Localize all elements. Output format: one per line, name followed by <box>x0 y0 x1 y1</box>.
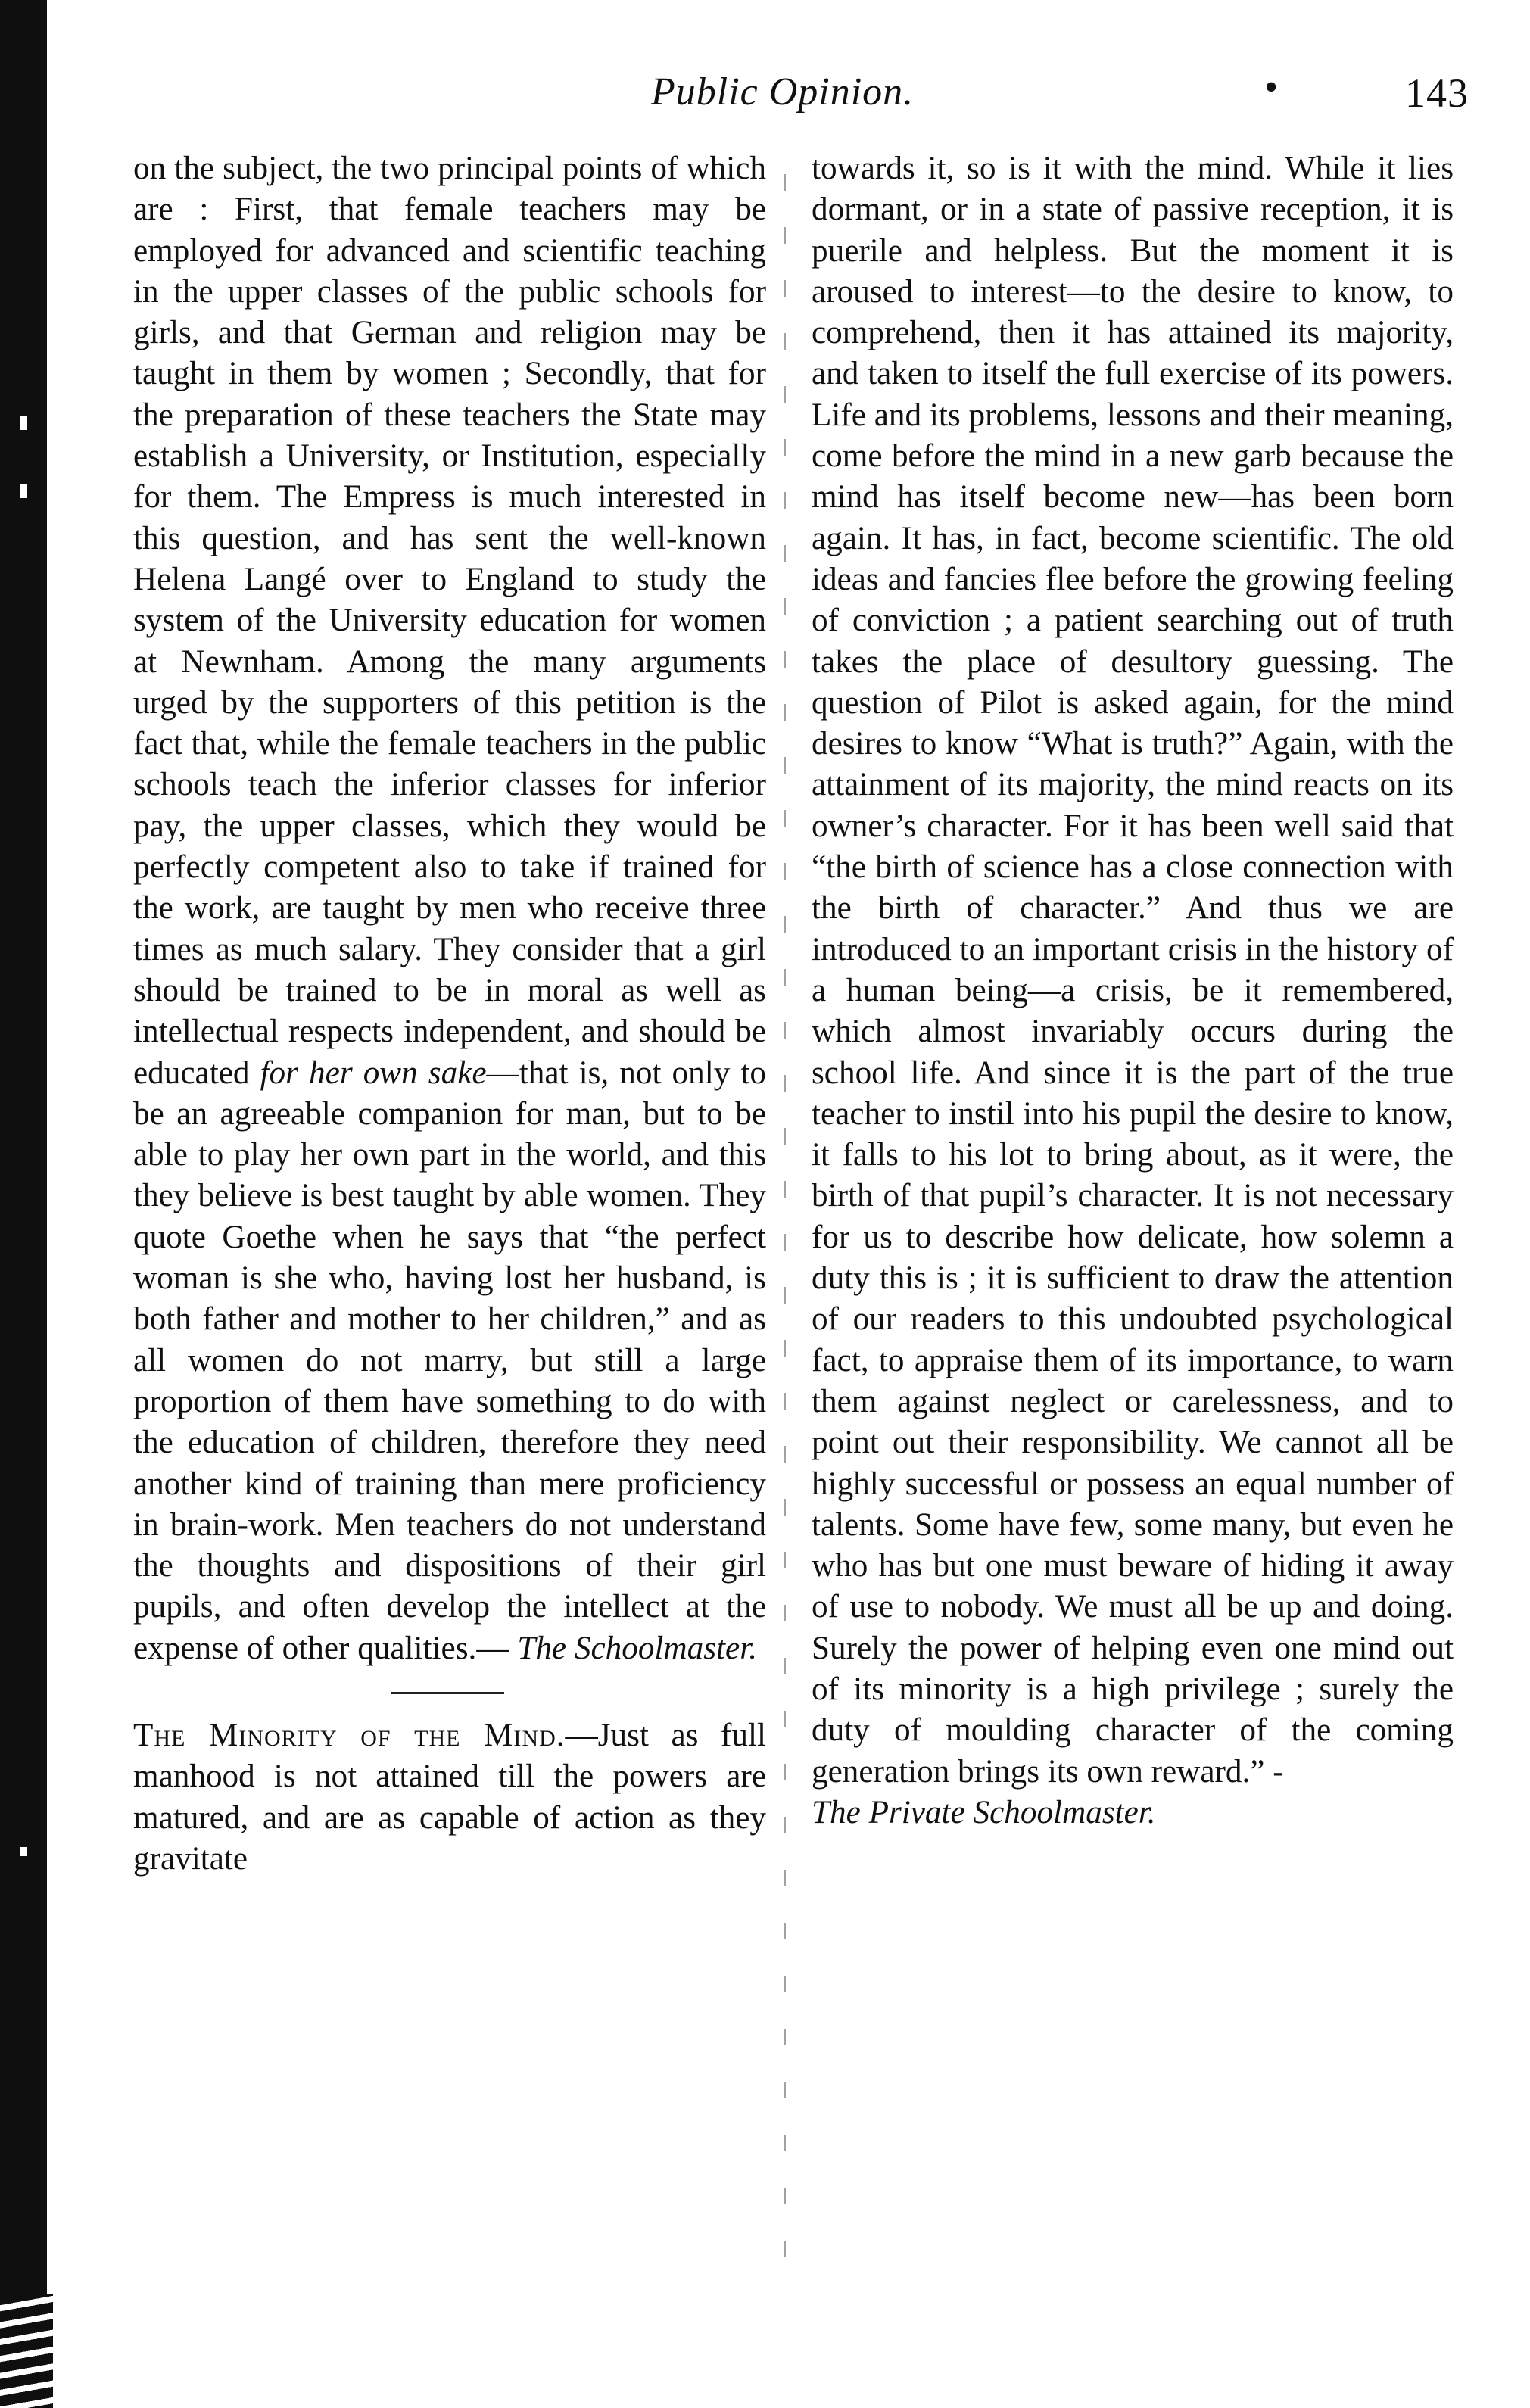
article-emphasis: for her own sake <box>260 1054 487 1091</box>
article-schoolmaster <box>133 148 766 1669</box>
article-source: The Schoolmaster. <box>517 1630 758 1666</box>
article-text: —Just as full manhood is not attained till the powers are matured, and are as capable of action as they gravitate <box>133 1717 767 1877</box>
article-text-continued: —that is, not only to be an agreeable companion for man, but to be able to play her own part in the world, and this they believe is best taught by able women. They quote Goethe when he says that “the perfect woman is she who, having lost her husband, is both father and mother to her children,” and as all women do not marry, but still a large proportion of them have something to do with the education of children, therefore they need another kind of training than mere proficiency in brain-work. Men teachers do not understand the thoughts and dispositions of their girl pupils, and often develop the intellect at the expense of other qualities.— <box>133 1054 767 1666</box>
article-text: on the subject, the two principal points of which are : First, that female teachers may be employed for advanced and scientific teaching in the upper classes of the public schools for girls, and that German and religion may be taught in them by women ; Secondly, that for the preparation of these teachers the State may establish a University, or Institution, especially for them. The Empress is much interested in this question, and has sent the well-known Helena Langé over to England to study the system of the University education for women at Newnham. Among the many arguments urged by the supporters of this petition is the fact that, while the female teachers in the public schools teach the inferior classes for inferior pay, the upper classes, which they would be perfectly competent also to take if trained for the work, are taught by men who receive three times as much salary. They consider that a girl should be trained to be in moral as well as intellectual respects independent, and should be educated <box>133 151 766 1091</box>
section-divider <box>391 1692 504 1694</box>
left-column <box>133 148 766 1880</box>
article-text: towards it, so is it with the mind. While it lies dormant, or in a state of passive reception, it is puerile and helpless. But the moment it is aroused to interest—to the desire to know, to comprehend, then it has attained its majority, and taken to itself the full exercise of its powers. Life and its problems, lessons and their meaning, come before the mind in a new garb because the mind has itself become new—has been born again. It has, in fact, become scientific. The old ideas and fancies flee before the growing feeling of conviction ; a patient searching out of truth takes the place of desultory guessing. The question of Pilot is asked again, for the mind desires to know “What is truth?” Again, with the attainment of its majority, the mind reacts on its owner’s character. For it has been well said that “the birth of science has a close connection with the birth of character.” And thus we are introduced to an important crisis in the history of a human being—a crisis, be it remembered, which almost invariably occurs during the school life. And since it is the part of the true teacher to instil into his pupil the desire to know, it falls to his lot to bring about, as it were, the birth of that pupil’s character. It is not necessary for us to describe how delicate, how solemn a duty this is ; it is sufficient to draw the attention of our readers to this undoubted psychological fact, to appraise them of its importance, to warn them against neglect or carelessness, and to point out their responsibility. We cannot all be highly successful or possess an equal number of talents. Some have few, some many, but even he who has but one must beware of hiding it away of use to nobody. We must all be up and doing. Surely the power of helping even one mind out of its minority is a high privilege ; surely the duty of moulding character of the coming generation brings its own reward.” - <box>812 151 1454 1790</box>
article-minority-of-mind-continued <box>812 148 1454 1833</box>
running-head <box>651 66 1469 123</box>
header-dot: • <box>1264 66 1279 109</box>
binding-speck <box>20 416 27 430</box>
binding-speck <box>20 484 27 498</box>
binding-speck <box>20 1847 27 1856</box>
torn-corner <box>0 2294 53 2408</box>
article-heading: The Minority of the Mind. <box>133 1717 566 1753</box>
page-number: 143 <box>1405 70 1469 116</box>
article-source: The Private Schoolmaster. <box>812 1794 1156 1830</box>
journal-title: Public Opinion. <box>651 70 915 114</box>
page-binding-edge <box>0 0 47 2408</box>
right-column <box>812 148 1454 1833</box>
article-minority-of-mind <box>133 1715 766 1880</box>
column-gutter-mark <box>784 174 786 2271</box>
